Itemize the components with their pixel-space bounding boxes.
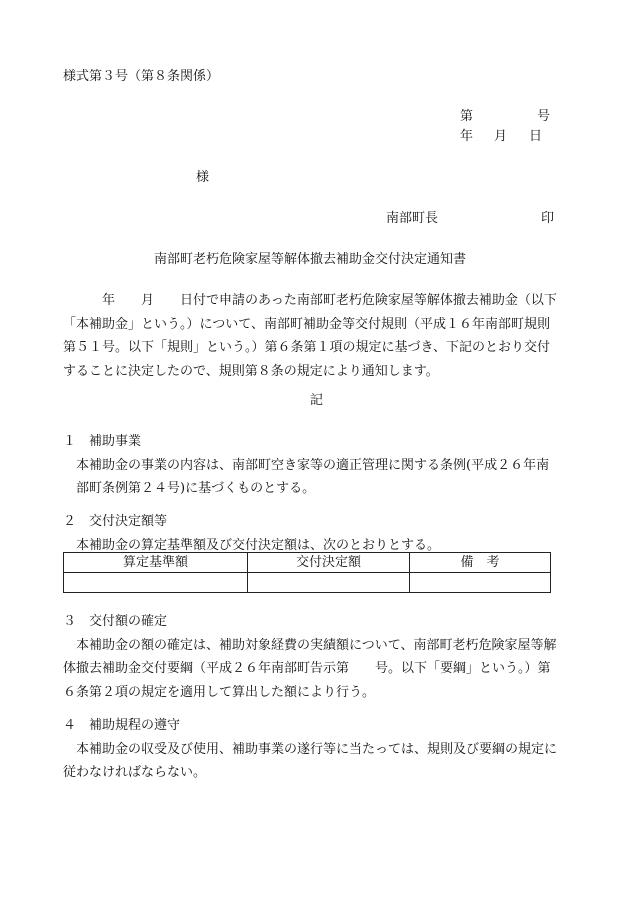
amount-table [63, 552, 551, 593]
section-line: 体撤去補助金交付要綱（平成２６年南部町告示第 号。以下「要綱」という。）第 [63, 661, 551, 676]
amount-table-row [64, 573, 551, 593]
doc-number-dai: 第 [460, 109, 474, 124]
header-remarks: 備 考 [410, 553, 551, 573]
section-line: 部町条例第２４号)に基づくものとする。 [63, 481, 316, 496]
header-standard-amount: 算定基準額 [64, 553, 248, 573]
date-year: 年 [460, 129, 474, 144]
section-line: 従わなければならない。 [63, 765, 207, 780]
ki-heading: 記 [310, 393, 324, 408]
section-line: 本補助金の額の確定は、補助対象経費の実績額について、南部町老朽危険家屋等解 [63, 637, 557, 653]
date-month: 月 [494, 129, 508, 144]
section-heading: １ 補助事業 [63, 434, 142, 449]
issuer-name: 南部町長 [386, 211, 439, 226]
section-line: 本補助金の算定基準額及び交付決定額は、次のとおりとする。 [63, 537, 441, 553]
section-heading: ２ 交付決定額等 [63, 514, 168, 529]
date-day: 日 [529, 129, 543, 144]
section-2 [63, 510, 440, 557]
document-title: 南部町老朽危険家屋等解体撤去補助金交付決定通知書 [154, 252, 467, 267]
section-heading: ４ 補助規程の遵守 [63, 718, 181, 733]
intro-line: 「本補助金」という。）について、南部町補助金等交付規則（平成１６年南部町規則 [63, 316, 550, 332]
section-line: 本補助金の事業の内容は、南部町空き家等の適正管理に関する条例(平成２６年南 [63, 457, 550, 473]
section-3 [63, 610, 556, 704]
amount-table-header-row [64, 553, 551, 573]
cell-remarks [410, 573, 551, 593]
doc-number-go: 号 [537, 109, 551, 124]
section-1 [63, 430, 549, 501]
intro-line: 年 月 日付で申請のあった南部町老朽危険家屋等解体撤去補助金（以下 [63, 293, 557, 308]
section-line: ６条第２項の規定を適用して算出した額により行う。 [63, 684, 376, 700]
cell-decided-amount [248, 573, 410, 593]
intro-line: することに決定したので、規則第８条の規定により通知します。 [63, 363, 439, 379]
section-line: 本補助金の収受及び使用、補助事業の遂行等に当たっては、規則及び要綱の規定に [63, 741, 558, 757]
section-heading: ３ 交付額の確定 [63, 614, 168, 629]
section-4 [63, 714, 557, 785]
form-number: 様式第３号（第８条関係） [63, 69, 220, 84]
header-decided-amount: 交付決定額 [248, 553, 410, 573]
issuer-seal: 印 [541, 211, 555, 226]
intro-line: 第５１号。以下「規則」という。）第６条第１項の規定に基づき、下記のとおり交付 [63, 340, 550, 355]
recipient-sama: 様 [196, 170, 210, 185]
cell-standard-amount [64, 573, 248, 593]
intro-paragraph [63, 289, 557, 383]
